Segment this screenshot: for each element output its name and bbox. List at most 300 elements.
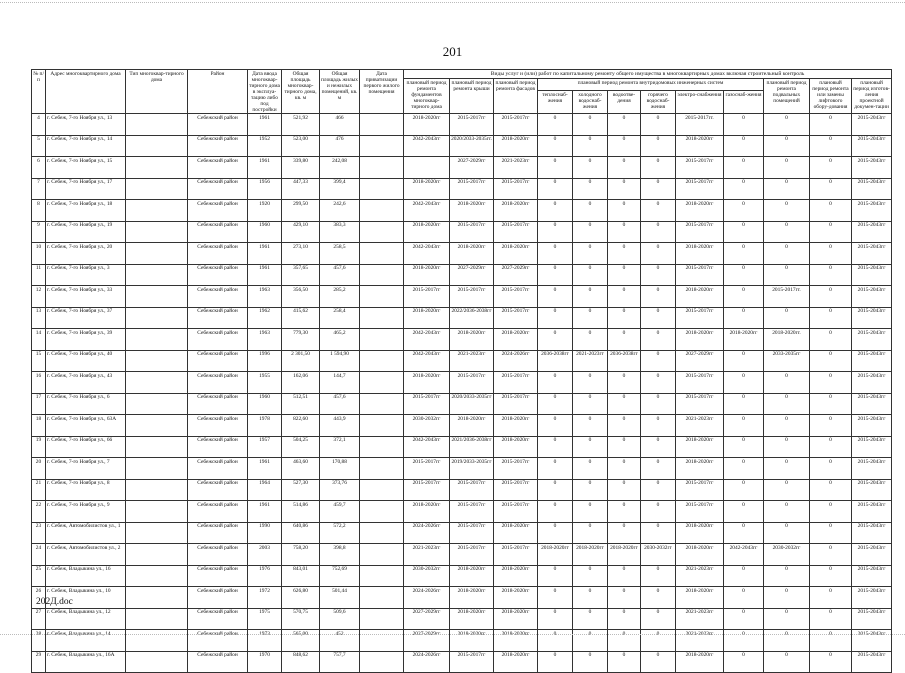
address-cell: г. Себеж, Владыкина ул., 14 xyxy=(46,630,126,652)
living-area-cell: 757,7 xyxy=(320,651,360,673)
design-cell: 2015-2043гг xyxy=(852,135,892,157)
design-cell: 2015-2043гг xyxy=(852,651,892,673)
electric-cell: 2015-2017гг xyxy=(676,221,724,243)
foundation-cell: 2021-2023гг xyxy=(404,544,450,566)
year-cell: 1960 xyxy=(248,221,282,243)
facade-cell: 2018-2020гг xyxy=(494,651,538,673)
row-number: 12 xyxy=(32,286,46,308)
cold-water-cell: 0 xyxy=(641,393,676,415)
house-type-cell xyxy=(126,522,188,544)
sewer-cell: 0 xyxy=(608,286,641,308)
roof-cell: 2015-2017гг xyxy=(450,286,494,308)
heat-cell: 0 xyxy=(538,200,573,222)
living-area-cell: 752,69 xyxy=(320,565,360,587)
total-area-cell: 447,33 xyxy=(282,178,320,200)
hot-water-cell: 0 xyxy=(573,200,608,222)
gas-cell: 0 xyxy=(724,565,764,587)
heat-cell: 0 xyxy=(538,221,573,243)
row-number: 25 xyxy=(32,565,46,587)
table-row xyxy=(32,587,892,609)
house-type-cell xyxy=(126,329,188,351)
row-number: 10 xyxy=(32,243,46,265)
heat-cell: 0 xyxy=(538,608,573,630)
row-number: 24 xyxy=(32,544,46,566)
privatization-cell xyxy=(360,372,404,394)
elevator-cell: 0 xyxy=(810,565,852,587)
living-area-cell: 242,08 xyxy=(320,157,360,179)
header-elevator: плановый период ремонта или замены лифтового обору-дования xyxy=(810,79,852,114)
sewer-cell: 2018-2020гг xyxy=(608,544,641,566)
gas-cell: 2018-2020гг xyxy=(724,329,764,351)
elevator-cell: 0 xyxy=(810,544,852,566)
row-number: 5 xyxy=(32,135,46,157)
sewer-cell: 0 xyxy=(608,307,641,329)
design-cell: 2015-2043гг xyxy=(852,608,892,630)
address-cell: г. Себеж, 7-го Ноября ул., 39 xyxy=(46,329,126,351)
living-area-cell: 459,7 xyxy=(320,501,360,523)
year-cell: 1970 xyxy=(248,651,282,673)
foundation-cell: 2015-2017гг xyxy=(404,458,450,480)
house-type-cell xyxy=(126,286,188,308)
house-type-cell xyxy=(126,458,188,480)
row-number: 26 xyxy=(32,587,46,609)
total-area-cell: 779,30 xyxy=(282,329,320,351)
foundation-cell: 2018-2020гг xyxy=(404,178,450,200)
electric-cell: 2027-2029гг xyxy=(676,350,724,372)
elevator-cell: 0 xyxy=(810,114,852,136)
row-number: 13 xyxy=(32,307,46,329)
house-type-cell xyxy=(126,135,188,157)
address-cell: г. Себеж, 7-го Ноября ул., 17 xyxy=(46,178,126,200)
house-type-cell xyxy=(126,157,188,179)
electric-cell: 2021-2023гг xyxy=(676,565,724,587)
cold-water-cell: 0 xyxy=(641,200,676,222)
table-row xyxy=(32,178,892,200)
year-cell: 1956 xyxy=(248,178,282,200)
sewer-cell: 0 xyxy=(608,501,641,523)
design-cell: 2015-2043гг xyxy=(852,501,892,523)
total-area-cell: 527,30 xyxy=(282,479,320,501)
year-cell: 1961 xyxy=(248,501,282,523)
electric-cell: 2015-2017гг xyxy=(676,372,724,394)
header-cold-water: горячего водоснаб-жения xyxy=(641,91,676,114)
design-cell: 2015-2043гг xyxy=(852,286,892,308)
total-area-cell: 162,06 xyxy=(282,372,320,394)
electric-cell: 2015-2017гг xyxy=(676,393,724,415)
electric-cell: 2018-2020гг xyxy=(676,243,724,265)
foundation-cell: 2042-2043гг xyxy=(404,243,450,265)
elevator-cell: 0 xyxy=(810,286,852,308)
sewer-cell: 0 xyxy=(608,651,641,673)
table-row xyxy=(32,522,892,544)
privatization-cell xyxy=(360,135,404,157)
roof-cell: 2015-2017гг xyxy=(450,522,494,544)
header-sewer: водоотве-дения xyxy=(608,91,641,114)
sewer-cell: 0 xyxy=(608,264,641,286)
cold-water-cell: 0 xyxy=(641,565,676,587)
cold-water-cell: 0 xyxy=(641,135,676,157)
year-cell: 1963 xyxy=(248,329,282,351)
gas-cell: 0 xyxy=(724,415,764,437)
electric-cell: 2015-2017гг xyxy=(676,501,724,523)
gas-cell: 0 xyxy=(724,264,764,286)
heat-cell: 0 xyxy=(538,458,573,480)
address-cell: г. Себеж, Владыкина ул., 10 xyxy=(46,587,126,609)
roof-cell: 2018-2020гг xyxy=(450,329,494,351)
foundation-cell: 2042-2043гг xyxy=(404,329,450,351)
basement-cell: 0 xyxy=(764,221,810,243)
total-area-cell: 356,50 xyxy=(282,286,320,308)
cold-water-cell: 0 xyxy=(641,264,676,286)
privatization-cell xyxy=(360,286,404,308)
electric-cell: 2015-2017гг xyxy=(676,264,724,286)
cold-water-cell: 0 xyxy=(641,350,676,372)
electric-cell: 2015-2017гг xyxy=(676,479,724,501)
year-cell: 1957 xyxy=(248,436,282,458)
table-row xyxy=(32,436,892,458)
hot-water-cell: 0 xyxy=(573,178,608,200)
design-cell: 2015-2043гг xyxy=(852,243,892,265)
total-area-cell: 514,86 xyxy=(282,501,320,523)
gas-cell: 0 xyxy=(724,135,764,157)
design-cell: 2015-2043гг xyxy=(852,264,892,286)
hot-water-cell: 0 xyxy=(573,651,608,673)
privatization-cell xyxy=(360,651,404,673)
sewer-cell: 0 xyxy=(608,458,641,480)
roof-cell: 2015-2017гг xyxy=(450,178,494,200)
address-cell: г. Себеж, 7-го Ноября ул., 8 xyxy=(46,479,126,501)
address-cell: г. Себеж, 7-го Ноября ул., 40 xyxy=(46,350,126,372)
electric-cell: 2015-2017гг xyxy=(676,307,724,329)
district-cell: Себежский район xyxy=(188,608,248,630)
privatization-cell xyxy=(360,522,404,544)
roof-cell: 2020/2033-2035гг. xyxy=(450,135,494,157)
privatization-cell xyxy=(360,329,404,351)
year-cell: 2003 xyxy=(248,544,282,566)
house-type-cell xyxy=(126,178,188,200)
cold-water-cell: 0 xyxy=(641,479,676,501)
house-type-cell xyxy=(126,587,188,609)
header-year: Дата ввода многоквар-тирного дома в эксплуа-тацию либо под постройки xyxy=(249,70,280,113)
house-type-cell xyxy=(126,436,188,458)
header-facade: плановый период ремонта фасадов xyxy=(494,79,538,114)
electric-cell: 2015-2017гг xyxy=(676,157,724,179)
table-row xyxy=(32,157,892,179)
gas-cell: 0 xyxy=(724,436,764,458)
total-area-cell: 504,25 xyxy=(282,436,320,458)
year-cell: 1963 xyxy=(248,286,282,308)
house-type-cell xyxy=(126,651,188,673)
basement-cell: 2015-2017гг. xyxy=(764,286,810,308)
facade-cell: 2015-2017гг xyxy=(494,544,538,566)
total-area-cell: 463,60 xyxy=(282,458,320,480)
privatization-cell xyxy=(360,393,404,415)
sewer-cell: 0 xyxy=(608,221,641,243)
row-number: 21 xyxy=(32,479,46,501)
heat-cell: 0 xyxy=(538,329,573,351)
year-cell: 1961 xyxy=(248,114,282,136)
district-cell: Себежский район xyxy=(188,350,248,372)
elevator-cell: 0 xyxy=(810,458,852,480)
address-cell: г. Себеж, Владыкина ул., 16 xyxy=(46,565,126,587)
roof-cell: 2015-2017гг xyxy=(450,221,494,243)
electric-cell: 2018-2020гг xyxy=(676,458,724,480)
basement-cell: 0 xyxy=(764,157,810,179)
privatization-cell xyxy=(360,200,404,222)
hot-water-cell: 0 xyxy=(573,522,608,544)
house-type-cell xyxy=(126,479,188,501)
table-body xyxy=(32,114,892,673)
year-cell: 1961 xyxy=(248,157,282,179)
elevator-cell: 0 xyxy=(810,393,852,415)
facade-cell: 2015-2017гг xyxy=(494,393,538,415)
header-electric: электро-снабжения xyxy=(676,91,724,114)
row-number: 20 xyxy=(32,458,46,480)
design-cell: 2015-2043гг xyxy=(852,114,892,136)
facade-cell: 2015-2017гг xyxy=(494,178,538,200)
roof-cell: 2021/2036-2038гг xyxy=(450,436,494,458)
design-cell: 2015-2043гг xyxy=(852,544,892,566)
house-type-cell xyxy=(126,501,188,523)
sewer-cell: 0 xyxy=(608,522,641,544)
sewer-cell: 0 xyxy=(608,372,641,394)
elevator-cell: 0 xyxy=(810,415,852,437)
year-cell: 1972 xyxy=(248,587,282,609)
address-cell: г. Себеж, 7-го Ноября ул., 18 xyxy=(46,200,126,222)
hot-water-cell: 0 xyxy=(573,114,608,136)
privatization-cell xyxy=(360,264,404,286)
header-total-area: Общая площадь многоквар-тирного дома, кв. м xyxy=(282,70,320,114)
table-row xyxy=(32,651,892,673)
table-row xyxy=(32,200,892,222)
gas-cell: 0 xyxy=(724,178,764,200)
electric-cell: 2018-2020гг xyxy=(676,329,724,351)
privatization-cell xyxy=(360,458,404,480)
basement-cell: 0 xyxy=(764,135,810,157)
table-row xyxy=(32,350,892,372)
total-area-cell: 339,80 xyxy=(282,157,320,179)
elevator-cell: 0 xyxy=(810,135,852,157)
district-cell: Себежский район xyxy=(188,135,248,157)
living-area-cell: 170,88 xyxy=(320,458,360,480)
foundation-cell: 2018-2020гг xyxy=(404,221,450,243)
district-cell: Себежский район xyxy=(188,157,248,179)
electric-cell: 2018-2020гг xyxy=(676,544,724,566)
cold-water-cell: 0 xyxy=(641,329,676,351)
address-cell: г. Себеж, 7-го Ноября ул., 14 xyxy=(46,135,126,157)
total-area-cell: 2 301,50 xyxy=(282,350,320,372)
privatization-cell xyxy=(360,350,404,372)
privatization-cell xyxy=(360,415,404,437)
heat-cell: 2036-2038гг xyxy=(538,350,573,372)
basement-cell: 0 xyxy=(764,651,810,673)
gas-cell: 0 xyxy=(724,157,764,179)
sewer-cell: 0 xyxy=(608,200,641,222)
roof-cell: 2022/2036-2038гг xyxy=(450,307,494,329)
electric-cell: 2018-2020гг xyxy=(676,286,724,308)
facade-cell: 2018-2020гг xyxy=(494,565,538,587)
hot-water-cell: 0 xyxy=(573,264,608,286)
header-basement: плановый период ремонта подвальных помещений xyxy=(764,79,810,114)
design-cell: 2015-2043гг xyxy=(852,178,892,200)
living-area-cell: 144,7 xyxy=(320,372,360,394)
table-row xyxy=(32,221,892,243)
electric-cell: 2021-2023гг xyxy=(676,608,724,630)
row-number: 14 xyxy=(32,329,46,351)
row-number: 17 xyxy=(32,393,46,415)
cold-water-cell: 0 xyxy=(641,372,676,394)
roof-cell: 2015-2017гг xyxy=(450,114,494,136)
roof-cell: 2015-2017гг xyxy=(450,479,494,501)
address-cell: г. Себеж, Владыкина ул., 16А xyxy=(46,651,126,673)
roof-cell: 2027-2029гг xyxy=(450,264,494,286)
living-area-cell: 466 xyxy=(320,114,360,136)
cold-water-cell: 0 xyxy=(641,458,676,480)
header-living-area: Общая площадь жилых и нежилых помещений, кв. м xyxy=(320,70,360,114)
design-cell: 2015-2043гг xyxy=(852,393,892,415)
design-cell: 2015-2043гг xyxy=(852,200,892,222)
electric-cell: 2018-2020гг xyxy=(676,651,724,673)
district-cell: Себежский район xyxy=(188,200,248,222)
table-row xyxy=(32,393,892,415)
roof-cell: 2018-2020гг xyxy=(450,243,494,265)
basement-cell: 0 xyxy=(764,608,810,630)
total-area-cell: 273,10 xyxy=(282,243,320,265)
house-type-cell xyxy=(126,544,188,566)
privatization-cell xyxy=(360,243,404,265)
table-row xyxy=(32,608,892,630)
electric-cell: 2021-2023гг xyxy=(676,415,724,437)
basement-cell: 0 xyxy=(764,415,810,437)
basement-cell: 0 xyxy=(764,307,810,329)
basement-cell: 0 xyxy=(764,264,810,286)
basement-cell: 0 xyxy=(764,372,810,394)
heat-cell: 0 xyxy=(538,479,573,501)
roof-cell: 2018-2020гг xyxy=(450,565,494,587)
district-cell: Себежский район xyxy=(188,630,248,652)
heat-cell: 0 xyxy=(538,393,573,415)
sewer-cell: 0 xyxy=(608,114,641,136)
facade-cell: 2015-2017гг xyxy=(494,114,538,136)
sewer-cell: 0 xyxy=(608,415,641,437)
living-area-cell: 457,6 xyxy=(320,264,360,286)
roof-cell: 2027-2029гг xyxy=(450,157,494,179)
heat-cell: 0 xyxy=(538,157,573,179)
design-cell: 2015-2043гг xyxy=(852,565,892,587)
gas-cell: 0 xyxy=(724,630,764,652)
address-cell: г. Себеж, 7-го Ноября ул., 19 xyxy=(46,221,126,243)
address-cell: г. Себеж, 7-го Ноября ул., 20 xyxy=(46,243,126,265)
cold-water-cell: 0 xyxy=(641,114,676,136)
district-cell: Себежский район xyxy=(188,436,248,458)
header-num: № п/п xyxy=(32,70,46,114)
hot-water-cell: 0 xyxy=(573,393,608,415)
sewer-cell: 0 xyxy=(608,565,641,587)
row-number: 11 xyxy=(32,264,46,286)
hot-water-cell: 0 xyxy=(573,565,608,587)
privatization-cell xyxy=(360,436,404,458)
gas-cell: 0 xyxy=(724,200,764,222)
foundation-cell: 2030-2032гг xyxy=(404,415,450,437)
address-cell: г. Себеж, 7-го Ноября ул., 15 xyxy=(46,157,126,179)
facade-cell: 2015-2017гг xyxy=(494,501,538,523)
basement-cell: 2018-2020гг. xyxy=(764,329,810,351)
heat-cell: 0 xyxy=(538,501,573,523)
design-cell: 2015-2043гг xyxy=(852,522,892,544)
total-area-cell: 565,00 xyxy=(282,630,320,652)
header-group-title: Виды услуг и (или) работ по капитальному ремонту общего имущества в многоквартирных домах включая строительный контроль xyxy=(404,70,892,79)
design-cell: 2015-2043гг xyxy=(852,436,892,458)
row-number: 7 xyxy=(32,178,46,200)
total-area-cell: 299,50 xyxy=(282,200,320,222)
gas-cell: 2042-2043гг xyxy=(724,544,764,566)
sewer-cell: 0 xyxy=(608,587,641,609)
cold-water-cell: 0 xyxy=(641,630,676,652)
sewer-cell: 0 xyxy=(608,393,641,415)
sewer-cell: 0 xyxy=(608,479,641,501)
district-cell: Себежский район xyxy=(188,178,248,200)
address-cell: г. Себеж, Автомобилистов ул., 2 xyxy=(46,544,126,566)
facade-cell: 2018-2020гг xyxy=(494,415,538,437)
district-cell: Себежский район xyxy=(188,307,248,329)
basement-cell: 2030-2032гг xyxy=(764,544,810,566)
hot-water-cell: 0 xyxy=(573,329,608,351)
elevator-cell: 0 xyxy=(810,178,852,200)
electric-cell: 2018-2020гг xyxy=(676,522,724,544)
hot-water-cell: 0 xyxy=(573,307,608,329)
footer-filename: 202Д.doc xyxy=(36,597,73,607)
foundation-cell: 2015-2017гг xyxy=(404,479,450,501)
elevator-cell: 0 xyxy=(810,350,852,372)
hot-water-cell: 0 xyxy=(573,479,608,501)
total-area-cell: 429,10 xyxy=(282,221,320,243)
basement-cell: 0 xyxy=(764,479,810,501)
elevator-cell: 0 xyxy=(810,501,852,523)
basement-cell: 0 xyxy=(764,458,810,480)
electric-cell: 2018-2020гг xyxy=(676,436,724,458)
roof-cell: 2015-2017гг xyxy=(450,501,494,523)
district-cell: Себежский район xyxy=(188,544,248,566)
design-cell: 2015-2043гг xyxy=(852,329,892,351)
hot-water-cell: 0 xyxy=(573,372,608,394)
header-type: Тип многоквар-тирного дома xyxy=(126,70,188,114)
elevator-cell: 0 xyxy=(810,608,852,630)
gas-cell: 0 xyxy=(724,307,764,329)
foundation-cell: 2030-2032гг xyxy=(404,565,450,587)
living-area-cell: 242,6 xyxy=(320,200,360,222)
row-number: 27 xyxy=(32,608,46,630)
elevator-cell: 0 xyxy=(810,587,852,609)
basement-cell: 0 xyxy=(764,587,810,609)
heat-cell: 0 xyxy=(538,135,573,157)
elevator-cell: 0 xyxy=(810,243,852,265)
gas-cell: 0 xyxy=(724,114,764,136)
hot-water-cell: 0 xyxy=(573,286,608,308)
sewer-cell: 0 xyxy=(608,135,641,157)
address-cell: г. Себеж, 7-го Ноября ул., 43 xyxy=(46,372,126,394)
cold-water-cell: 2030-2032гг xyxy=(641,544,676,566)
sewer-cell: 0 xyxy=(608,157,641,179)
year-cell: 1960 xyxy=(248,393,282,415)
electric-cell: 2015-2017гг xyxy=(676,178,724,200)
address-cell: г. Себеж, 7-го Ноября ул., 66 xyxy=(46,436,126,458)
year-cell: 1955 xyxy=(248,372,282,394)
house-type-cell xyxy=(126,350,188,372)
living-area-cell: 476 xyxy=(320,135,360,157)
address-cell: г. Себеж, Владыкина ул., 12 xyxy=(46,608,126,630)
row-number: 22 xyxy=(32,501,46,523)
foundation-cell: 2027-2029гг xyxy=(404,630,450,652)
